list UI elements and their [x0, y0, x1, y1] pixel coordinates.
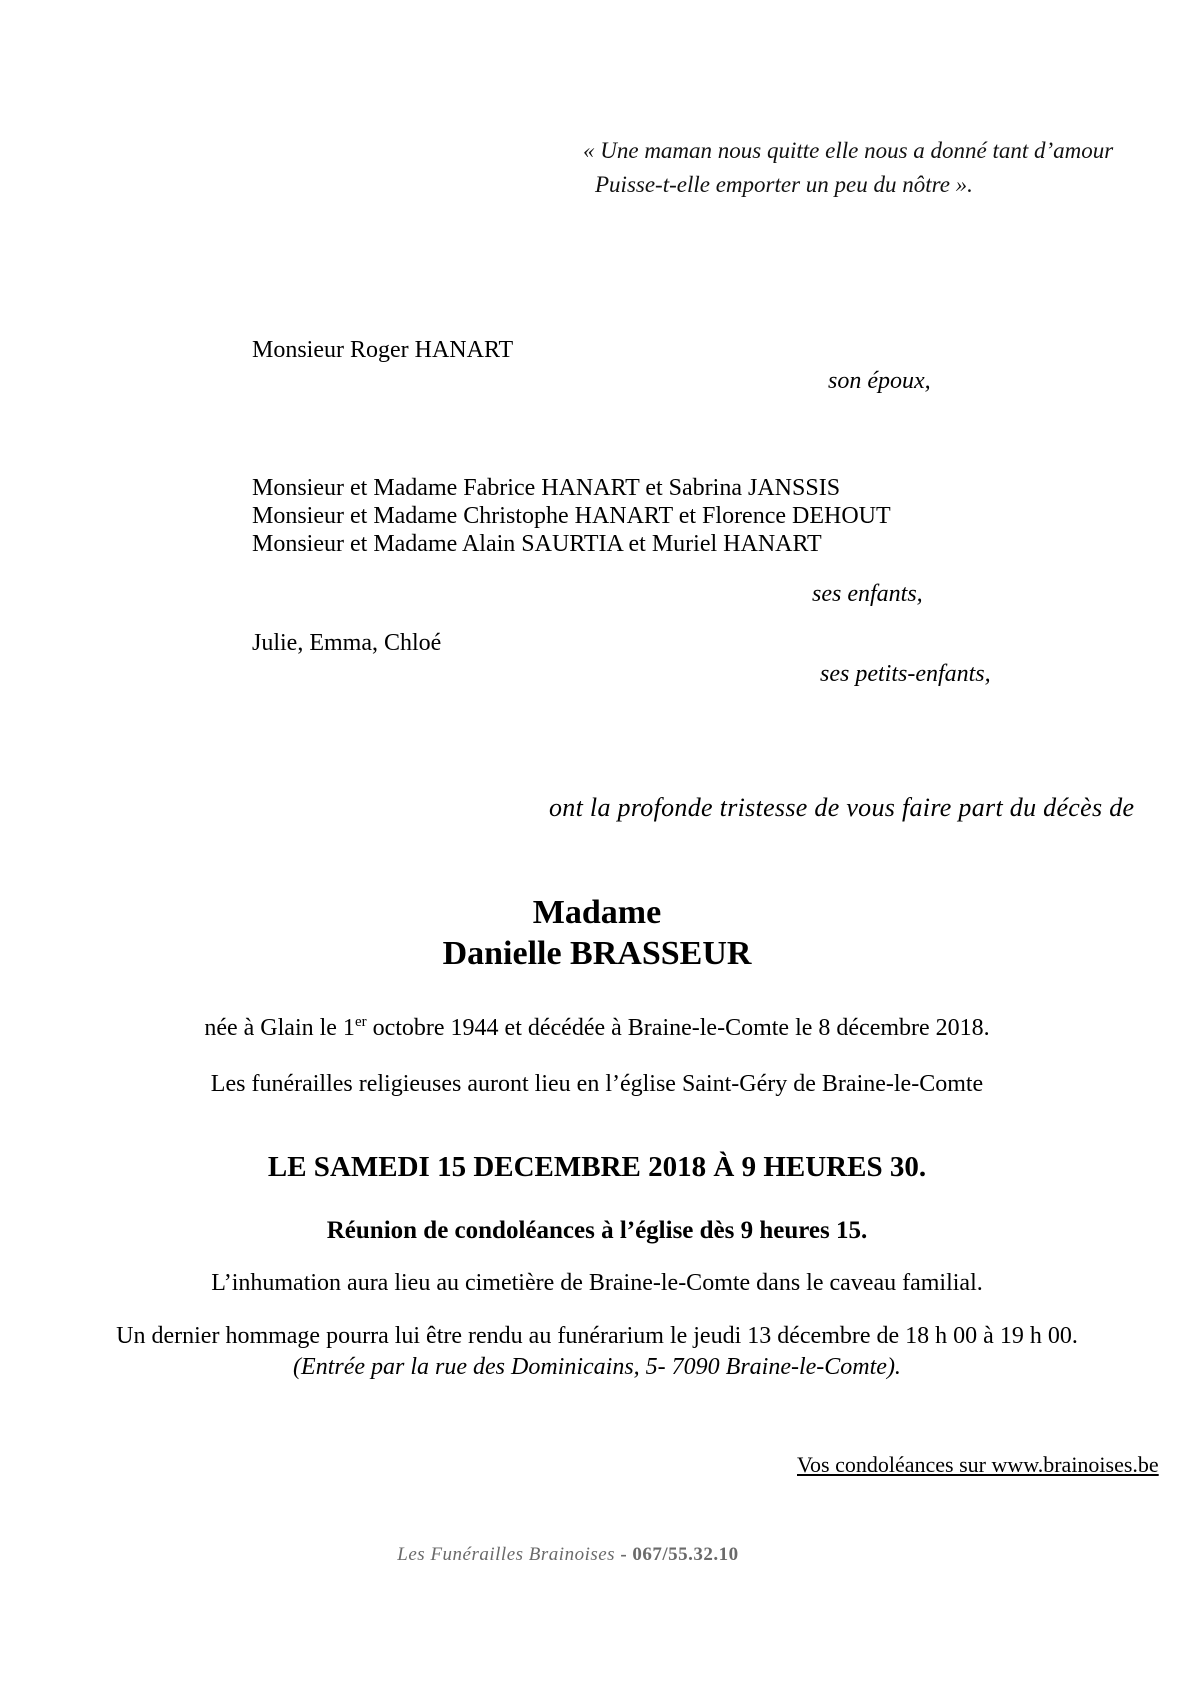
tribute-address-line: (Entrée par la rue des Dominicains, 5- 7090 Braine-le-Comte). — [293, 1354, 901, 1380]
child-couple-line: Monsieur et Madame Alain SAURTIA et Muriel HANART — [252, 531, 822, 557]
spouse-name: Monsieur Roger HANART — [252, 337, 514, 363]
birth-death-line — [0, 1015, 1194, 1042]
funeral-home-phone: 067/55.32.10 — [632, 1544, 739, 1565]
death-announcement-line: ont la profonde tristesse de vous faire part du décès de — [549, 793, 1135, 822]
child-couple-line: Monsieur et Madame Christophe HANART et Florence DEHOUT — [252, 503, 891, 529]
condolences-website-link[interactable]: Vos condoléances sur www.brainoises.be — [797, 1452, 1159, 1477]
deceased-name: Danielle BRASSEUR — [442, 935, 752, 972]
ordinal-superscript: er — [354, 1014, 367, 1030]
deceased-title: Madame — [532, 894, 662, 931]
funeral-home-name: Les Funérailles Brainoises — [397, 1544, 616, 1565]
footer-separator: - — [620, 1544, 628, 1565]
memorial-quote-line-2: Puisse-t-elle emporter un peu du nôtre ». — [595, 172, 973, 197]
memorial-quote-line-1: « Une maman nous quitte elle nous a donné tant d’amour — [583, 138, 1114, 163]
burial-line: L’inhumation aura lieu au cimetière de Braine-le-Comte dans le caveau familial. — [211, 1270, 983, 1296]
grandchildren-names: Julie, Emma, Chloé — [252, 630, 442, 656]
birth-death-suffix: octobre 1944 et décédée à Braine-le-Comte le 8 décembre 2018. — [366, 1015, 990, 1041]
condolence-meeting-line: Réunion de condoléances à l’église dès 9 heures 15. — [326, 1217, 868, 1244]
ceremony-line: Les funérailles religieuses auront lieu en l’église Saint-Géry de Braine-le-Comte — [210, 1071, 984, 1097]
memorial-quote — [583, 134, 1113, 202]
spouse-relation-label: son époux, — [828, 368, 931, 394]
children-list — [252, 474, 891, 558]
deceased-name-block — [0, 892, 1194, 974]
children-relation-label: ses enfants, — [812, 581, 923, 607]
funeral-home-footer — [0, 1544, 1136, 1566]
grandchildren-relation-label: ses petits-enfants, — [820, 661, 991, 687]
child-couple-line: Monsieur et Madame Fabrice HANART et Sabrina JANSSIS — [252, 475, 841, 501]
ceremony-datetime: LE SAMEDI 15 DECEMBRE 2018 À 9 HEURES 30. — [267, 1151, 927, 1183]
birth-death-prefix: née à Glain le 1 — [204, 1015, 355, 1041]
tribute-line: Un dernier hommage pourra lui être rendu au funérarium le jeudi 13 décembre de 18 h 00 à 19 h 00. — [116, 1323, 1078, 1349]
